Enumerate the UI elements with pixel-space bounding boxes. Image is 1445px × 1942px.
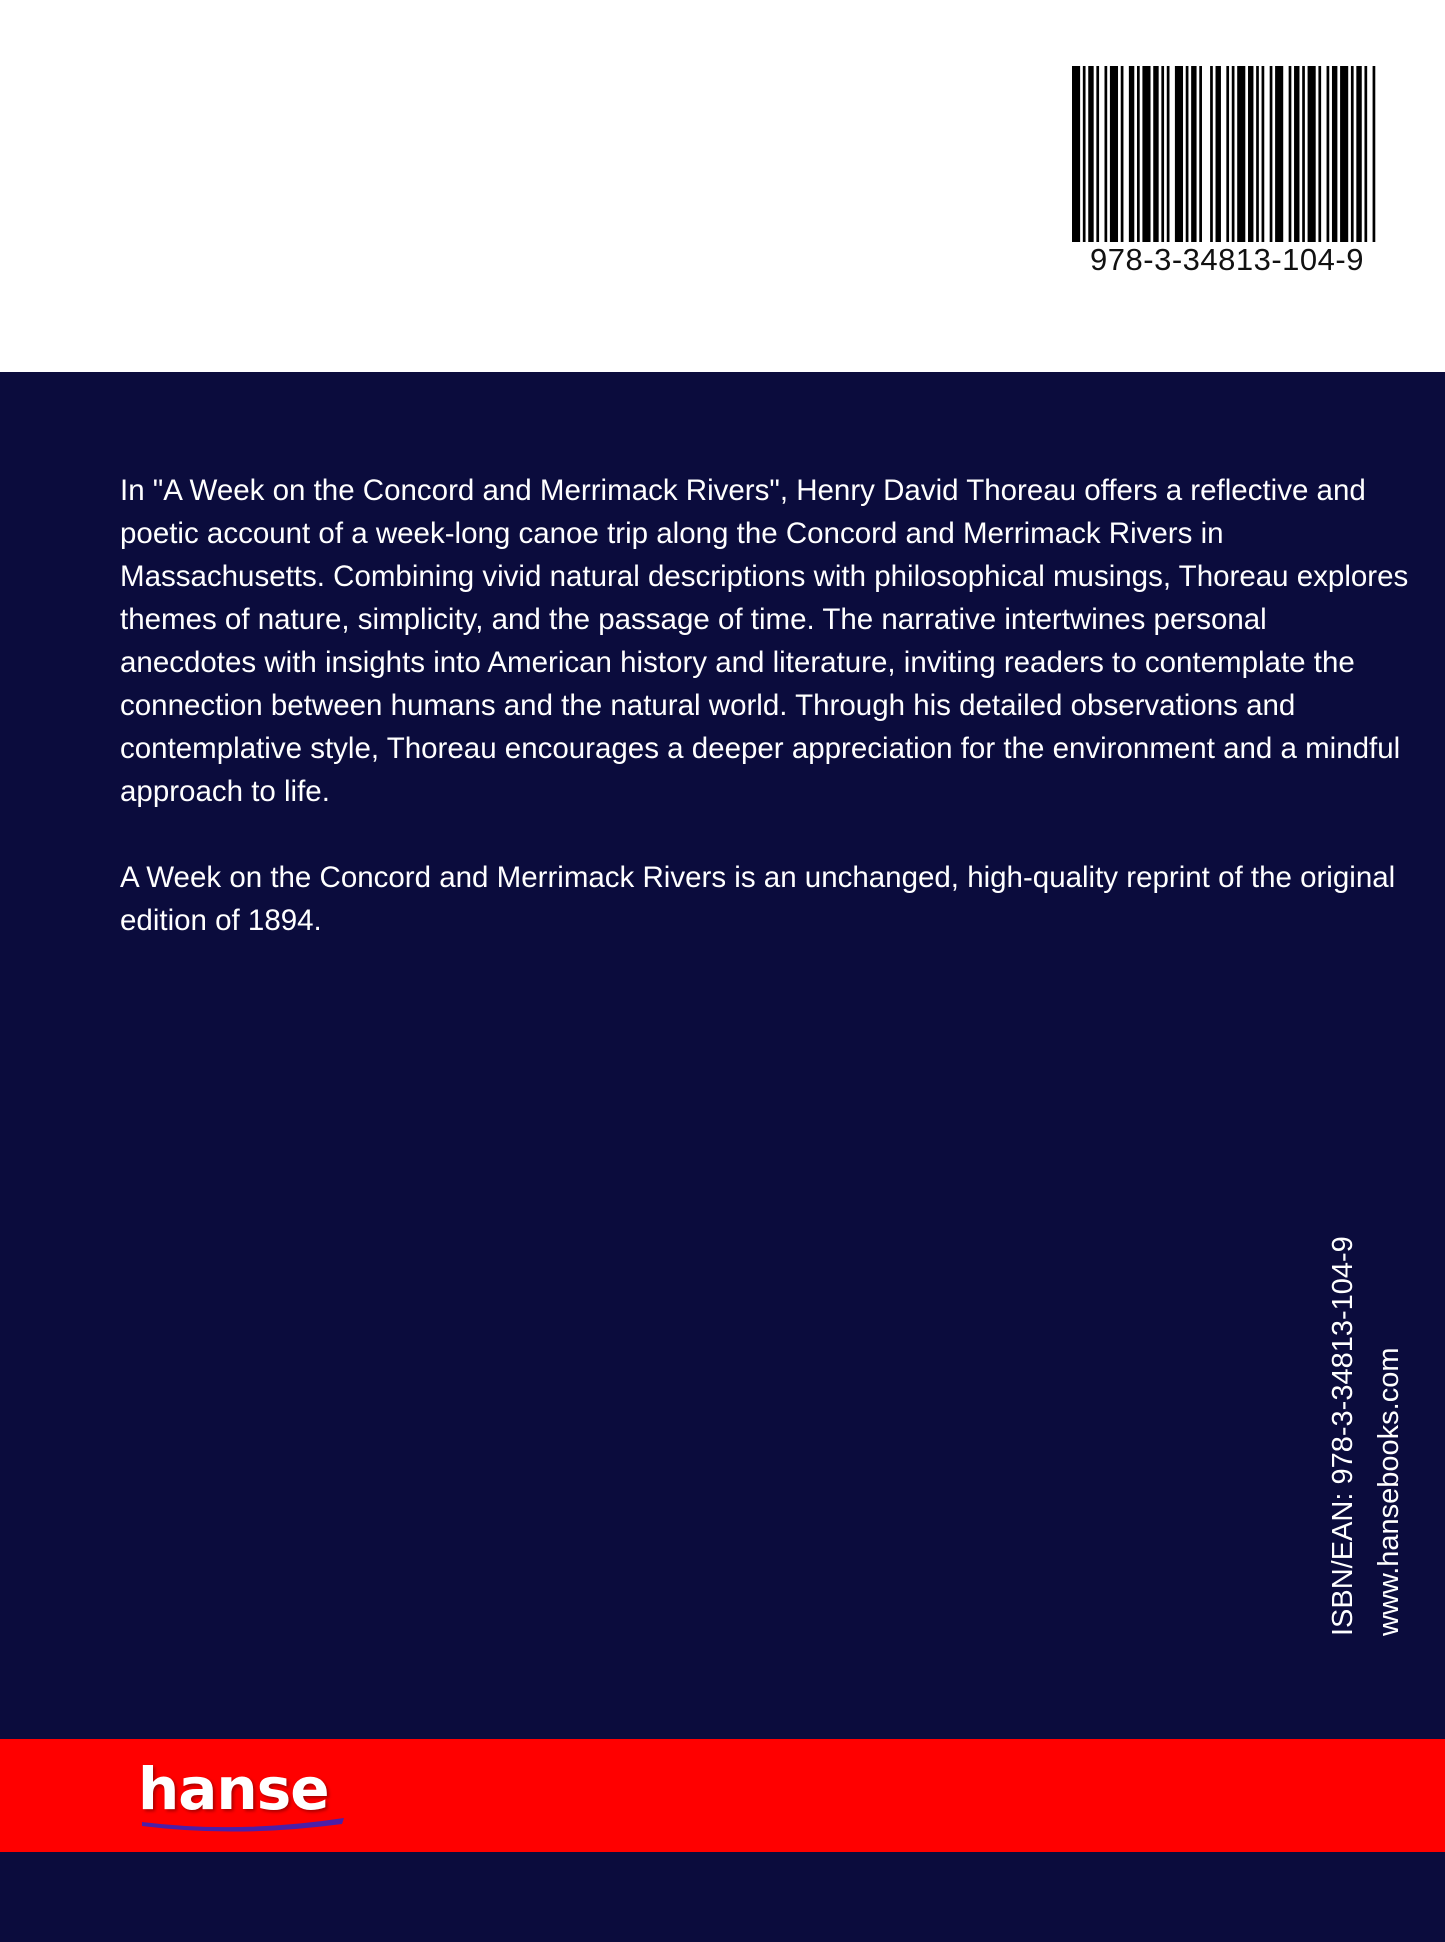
barcode-bar [1088, 66, 1093, 242]
description-paragraph-2: A Week on the Concord and Merrimack Rivers is an unchanged, high-quality reprint of the original edition of 1894. [120, 861, 1396, 937]
barcode-bar [1318, 66, 1321, 242]
isbn-text: ISBN/EAN: 978-3-34813-104-9 [1327, 1236, 1359, 1636]
website-text[interactable]: www.hansebooks.com [1373, 1347, 1405, 1636]
barcode-bar [1248, 66, 1253, 242]
top-white-band [0, 0, 1445, 372]
barcode-bar [1237, 66, 1245, 242]
barcode-bar [1289, 66, 1292, 242]
barcode-bar [1332, 66, 1337, 242]
barcode-bar [1105, 66, 1108, 242]
barcode-bar [1153, 66, 1158, 242]
barcode-bar [1129, 66, 1134, 242]
barcode-bar [1356, 66, 1361, 242]
barcode-bar [1199, 66, 1202, 242]
barcode-bar [1191, 66, 1196, 242]
barcode-bar [1142, 66, 1150, 242]
hanse-logo [138, 1755, 358, 1838]
barcode-bar [1270, 66, 1273, 242]
barcode-bar [1083, 66, 1086, 242]
barcode-bar [1110, 66, 1118, 242]
barcode-bar [1308, 66, 1316, 242]
barcode-bar [1256, 66, 1259, 242]
logo-swoosh-icon [138, 1812, 348, 1834]
barcode-bar [1072, 66, 1080, 242]
barcode-bar [1096, 66, 1099, 242]
barcode-bar [1340, 66, 1348, 242]
logo-text: hanse [138, 1755, 329, 1823]
barcode-bar [1294, 66, 1299, 242]
barcode-bar [1327, 66, 1330, 242]
book-description [120, 469, 1410, 985]
barcode-bar [1175, 66, 1183, 242]
barcode-bar [1121, 66, 1124, 242]
barcode-number: 978-3-34813-104-9 [1090, 242, 1364, 277]
bottom-strip [0, 1852, 1445, 1942]
description-paragraph-1: In "A Week on the Concord and Merrimack Rivers", Henry David Thoreau offers a reflective and poetic account of a week-long canoe trip along the Concord and Merrimack Rivers in Massachusetts. Combining vivid natural descriptions with philosophical musings, Thoreau explores themes of nature, simplicity, and the passage of time. The narrative intertwines personal anecdotes with insights into American history and literature, inviting readers to contemplate the connection between humans and the natural world. Through his detailed observations and contemplative style, Thoreau encourages a deeper appreciation for the environment and a mindful approach to life. [120, 474, 1409, 808]
barcode-bar [1351, 66, 1354, 242]
barcode-bar [1210, 66, 1213, 242]
barcode-bar [1167, 66, 1170, 242]
barcode-icon [1072, 66, 1378, 242]
barcode-bar [1216, 66, 1221, 242]
barcode-bar [1137, 66, 1140, 242]
barcode-bar [1302, 66, 1305, 242]
barcode-bar [1262, 66, 1265, 242]
barcode-bar [1186, 66, 1189, 242]
spine-info [1320, 1236, 1412, 1636]
barcode-block [1072, 66, 1382, 278]
barcode-bar [1232, 66, 1235, 242]
barcode-bar [1364, 66, 1367, 242]
barcode-bar [1275, 66, 1283, 242]
barcode-bar [1226, 66, 1229, 242]
barcode-bar [1161, 66, 1164, 242]
barcode-bar [1373, 66, 1376, 242]
